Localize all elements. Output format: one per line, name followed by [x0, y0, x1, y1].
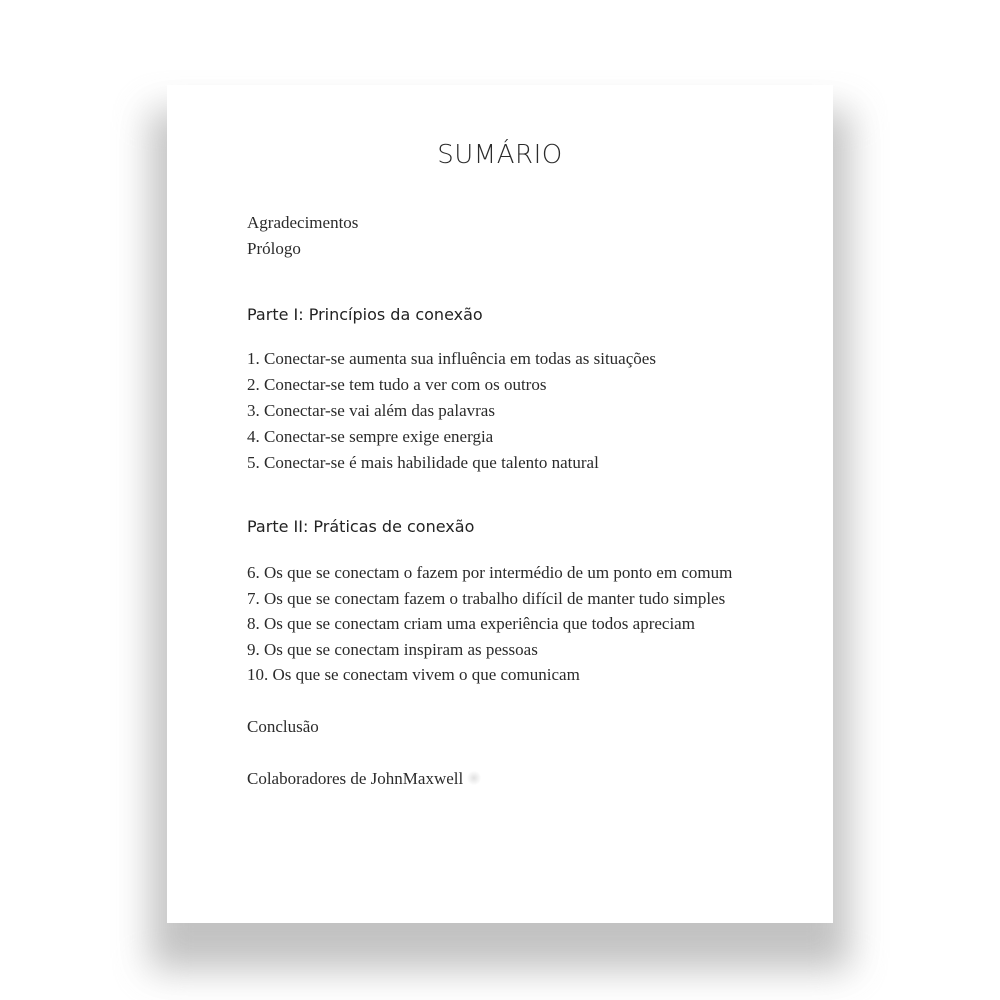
part-heading-1: Parte I: Princípios da conexão — [247, 305, 483, 324]
toc-entry-conclusion: Conclusão — [247, 717, 319, 736]
toc-chapter-7: 7. Os que se conectam fazem o trabalho difícil de manter tudo simples — [247, 589, 726, 608]
toc-chapter-3: 3. Conectar-se vai além das palavras — [247, 401, 495, 420]
toc-entry-prologue: Prólogo — [247, 239, 301, 258]
toc-chapter-5: 5. Conectar-se é mais habilidade que talento natural — [247, 453, 599, 472]
toc-chapter-6: 6. Os que se conectam o fazem por intermédio de um ponto em comum — [247, 563, 733, 582]
document-page — [167, 85, 833, 923]
toc-chapter-9: 9. Os que se conectam inspiram as pessoas — [247, 640, 538, 659]
toc-chapter-10: 10. Os que se conectam vivem o que comunicam — [247, 665, 580, 684]
toc-chapter-2: 2. Conectar-se tem tudo a ver com os outros — [247, 375, 547, 394]
toc-entry-acknowledgments: Agradecimentos — [247, 213, 359, 232]
toc-entry-collaborators — [247, 769, 481, 789]
page-title: SUMÁRIO — [437, 140, 563, 170]
toc-chapter-8: 8. Os que se conectam criam uma experiência que todos apreciam — [247, 614, 695, 633]
toc-chapter-4: 4. Conectar-se sempre exige energia — [247, 427, 494, 446]
part-heading-2: Parte II: Práticas de conexão — [247, 517, 475, 536]
toc-entry-collaborators-label: Colaboradores de JohnMaxwell — [247, 769, 464, 788]
blur-smudge — [467, 771, 481, 785]
toc-chapter-1: 1. Conectar-se aumenta sua influência em todas as situações — [247, 349, 656, 368]
